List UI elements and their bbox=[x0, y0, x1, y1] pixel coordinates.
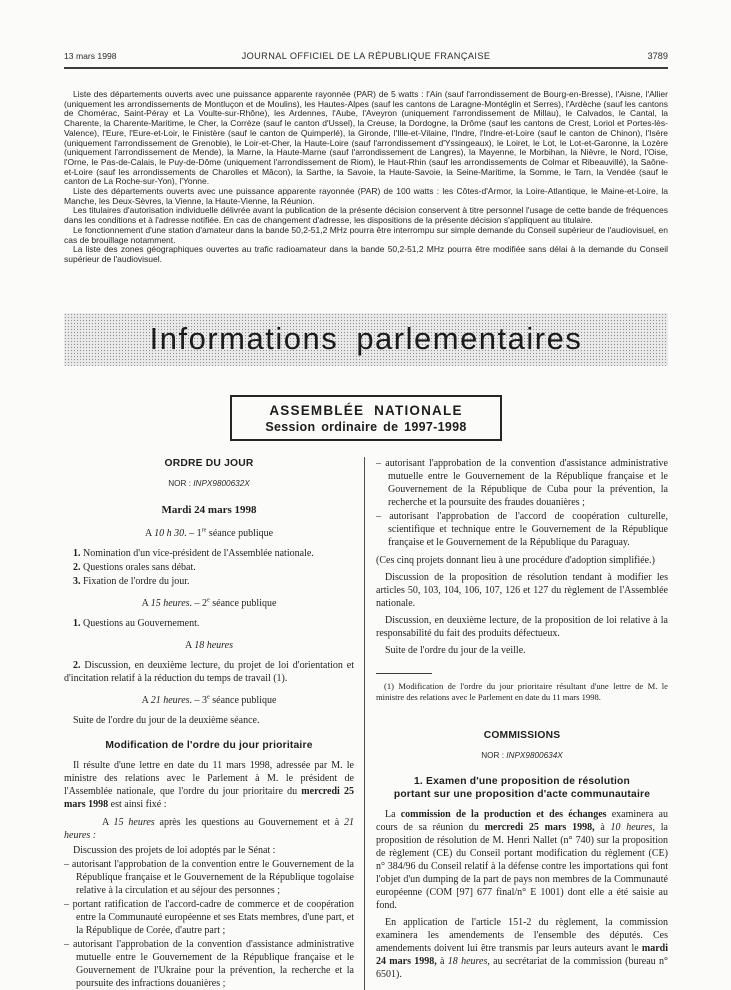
block-hsans: ORDRE DU JOUR bbox=[164, 457, 254, 469]
block-note: (1) Modification de l'ordre du jour prioritaire résultant d'une lettre de M. le ministre des relations avec le Parlement en date du 11 mars 1998. bbox=[376, 680, 668, 702]
footnote-rule bbox=[376, 673, 432, 674]
header-date: 13 mars 1998 bbox=[64, 51, 117, 61]
block-center: A 15 heures. – 2e séance publique bbox=[141, 596, 277, 609]
block-para: Suite de l'ordre du jour de la veille. bbox=[385, 644, 526, 656]
block-center: A 10 h 30. – 1re séance publique bbox=[144, 526, 274, 539]
block-nor: NOR : INPX9800634X bbox=[481, 750, 563, 760]
block-hang: – autorisant l'approbation de la convention entre le Gouvernement de la République française et le Gouvernement de la République togolaise relative à la circulation et au séjour des personnes ; bbox=[64, 858, 354, 896]
block-para: 2. Discussion, en deuxième lecture, du projet de loi d'orientation et d'incitation relatif à la réduction du temps de travail (1). bbox=[64, 659, 354, 684]
session-subtitle: Session ordinaire de 1997-1998 bbox=[265, 419, 467, 434]
block-item: 1. Nomination d'un vice-président de l'Assemblée nationale. bbox=[73, 547, 314, 559]
assembly-box bbox=[230, 395, 502, 441]
block-item: 3. Fixation de l'ordre du jour. bbox=[73, 575, 190, 587]
header-rule bbox=[64, 67, 668, 69]
block-para: Il résulte d'une lettre en date du 11 mars 1998, adressée par M. le ministre des relations avec le Parlement à M. le président de l'Assemblée nationale, que l'ordre du jour prioritaire du mercredi 25 mars 1998 est ainsi fixé : bbox=[64, 759, 354, 810]
block-intro: Liste des départements ouverts avec une puissance apparente rayonnée (PAR) de 5 watts : l'Ain (sauf l'arrondissement de Bourg-en-Bresse), l'Aisne, l'Allier (uniquement les arrondissements de Montluçon et de Moulins), les Hautes-Alpes (sauf les cantons de Laragne-Montéglin et Serres), l'Ardèche (sauf les cantons de Chomérac, Saint-Péray et La Voulte-sur-Rhône), les Ardennes, l'Aube, l'Aveyron (uniquement l'arrondissement de Millau), le Calvados, le Cantal, la Charente, la Charente-Maritime, le Cher, la Corrèze (sauf le canton d'Ussel), la Creuse, la Dordogne, la Drôme (sauf les cantons de Crest, Loriol et Portes-lès-Valence), l'Eure, l'Eure-et-Loir, le Finistère (sauf le canton de Quimperlé), la Gironde, l'Ille-et-Vilaine, l'Indre, l'Indre-et-Loire (sauf le canton de Chinon), l'Isère (uniquement l'arrondissement de Grenoble), le Loir-et-Cher, la Haute-Loire (sauf l'arrondissement d'Yssingeaux), le Loiret, le Lot, le Lot-et-Garonne, la Lozère (uniquement l'arrondissement de Mende), la Marne, la Haute-Marne (sauf l'arrondissement de Langres), la Mayenne, le Morbihan, la Nièvre, le Nord, l'Oise, l'Orne, le Pas-de-Calais, le Puy-de-Dôme (uniquement l'arrondissement de Riom), le Haut-Rhin (sauf les arrondissements de Colmar et Ribeauvillé), la Saône-et-Loire (sauf les arrondissements de Charolles et Mâcon), la Sarthe, la Savoie, la Haute-Savoie, la Seine-Maritime, la Somme, le Tarn, la Vendée (sauf le canton de La Roche-sur-Yon), l'Yonne. bbox=[64, 89, 668, 187]
block-hang: – autorisant l'approbation de la convention d'assistance administrative mutuelle entre le Gouvernement de la République française et le Gouvernement de la République de Cuba pour la prévention, la recherche et la poursuite des fraudes douanières ; bbox=[376, 457, 668, 508]
intro-text bbox=[64, 90, 668, 265]
block-hserif: Mardi 24 mars 1998 bbox=[161, 503, 257, 516]
block-center: A 21 heures. – 3e séance publique bbox=[141, 693, 277, 706]
block-para: Suite de l'ordre du jour de la deuxième séance. bbox=[73, 714, 260, 726]
block-intro: Le fonctionnement d'une station d'amateur dans la bande 50,2-51,2 MHz pourra être interrompu sur simple demande du Conseil supérieur de l'audiovisuel, en cas de brouillage notamment. bbox=[64, 224, 668, 245]
block-intro: Liste des départements ouverts avec une puissance apparente rayonnée (PAR) de 100 watts : les Côtes-d'Armor, la Loire-Atlantique, le Maine-et-Loire, la Manche, les Deux-Sèvres, la Vienne, la Haute-Vienne, la Réunion. bbox=[64, 186, 668, 206]
block-hsans: COMMISSIONS bbox=[483, 729, 561, 741]
block-para: En application de l'article 151-2 du règlement, la commission examinera les amendements de l'ensemble des députés. Ces amendements doivent lui être transmis par leurs auteurs avant le mardi 24 mars 1998, à 18 heures, au secrétariat de la commission (bureau n° 6501). bbox=[376, 916, 668, 980]
block-item: Discussion des projets de loi adoptés par le Sénat : bbox=[73, 844, 276, 856]
block-indent2: A 15 heures après les questions au Gouvernement et à 21 heures : bbox=[64, 816, 354, 841]
block-intro: Les titulaires d'autorisation individuelle délivrée avant la publication de la présente décision conservent à titre personnel l'usage de cette bande de fréquences dans les conditions et à l'adresse notifiée. En cas de changement d'adresse, les dispositions de la présente décision s'appliquent au titulaire. bbox=[64, 205, 668, 226]
block-center: A 18 heures bbox=[185, 639, 233, 651]
banner-title: Informations parlementaires bbox=[149, 321, 583, 357]
two-column-body bbox=[64, 457, 668, 990]
block-hang: – autorisant l'approbation de la convention d'assistance administrative mutuelle entre le Gouvernement de la République française et le Gouvernement de l'Ukraine pour la prévention, la recherche et la poursuite des infractions douanières ; bbox=[64, 938, 354, 989]
block-hang: – portant ratification de l'accord-cadre de commerce et de coopération entre la Communauté européenne et ses Etats membres, d'une part, et la République de Corée, d'autre part ; bbox=[64, 898, 354, 936]
page-header bbox=[64, 51, 668, 61]
left-column bbox=[64, 457, 364, 990]
block-item: 2. Questions orales sans débat. bbox=[73, 561, 196, 573]
block-nor: NOR : INPX9800632X bbox=[168, 478, 250, 488]
block-hsans: 1. Examen d'une proposition de résolution portant sur une proposition d'acte communautaire bbox=[393, 775, 651, 800]
block-plain: (Ces cinq projets donnant lieu à une procédure d'adoption simplifiée.) bbox=[376, 554, 655, 566]
block-item: 1. Questions au Gouvernement. bbox=[73, 617, 200, 629]
page-number: 3789 bbox=[647, 51, 668, 61]
journal-page bbox=[64, 0, 668, 990]
block-para: Discussion, en deuxième lecture, de la proposition de loi relative à la responsabilité du fait des produits défectueux. bbox=[376, 614, 668, 639]
block-para: La commission de la production et des échanges examinera au cours de sa réunion du mercredi 25 mars 1998, à 10 heures, la proposition de résolution de M. Henri Nallet (n° 740) sur la proposition de règlement (CE) du Conseil portant modification du règlement (CE) n° 384/96 du Conseil relatif à la défense contre les importations qui font l'objet d'un dumping de la part de pays non membres de la Communauté européenne (COM [97] 677 final/n° E 1001) dont elle a été saisie au fond. bbox=[376, 808, 668, 911]
block-hang: – autorisant l'approbation de l'accord de coopération culturelle, scientifique et technique entre le Gouvernement de la République française et le Gouvernement de la République du Paraguay. bbox=[376, 510, 668, 548]
journal-title: JOURNAL OFFICIEL DE LA RÉPUBLIQUE FRANÇAISE bbox=[241, 51, 491, 61]
assembly-title: ASSEMBLÉE NATIONALE bbox=[269, 402, 463, 418]
block-intro: La liste des zones géographiques ouvertes au trafic radioamateur dans la bande 50,2-51,2 MHz pourra être modifiée sans délai à la demande du Conseil supérieur de l'audiovisuel. bbox=[64, 244, 668, 264]
right-column bbox=[364, 457, 668, 990]
section-banner bbox=[64, 313, 668, 366]
block-hsans: Modification de l'ordre du jour prioritaire bbox=[105, 739, 313, 751]
block-para: Discussion de la proposition de résolution tendant à modifier les articles 50, 103, 104, 106, 107, 126 et 127 du règlement de l'Assemblée nationale. bbox=[376, 571, 668, 609]
